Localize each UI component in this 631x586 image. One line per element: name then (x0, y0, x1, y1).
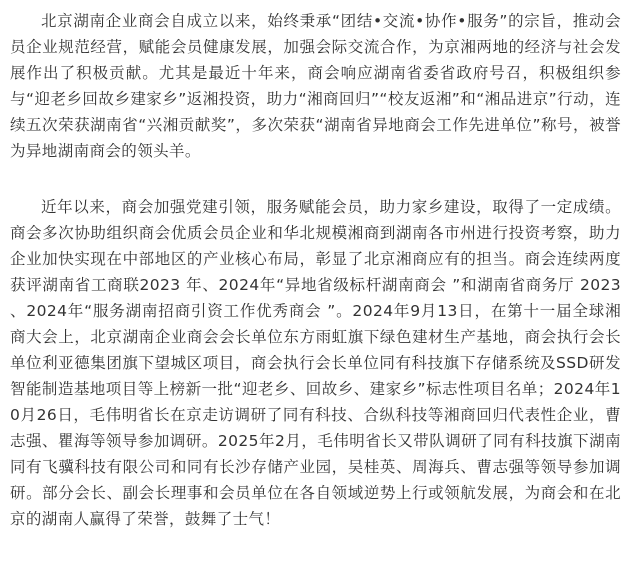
paragraph-recent-achievements: 近年以来，商会加强党建引领，服务赋能会员，助力家乡建设，取得了一定成绩。商会多次协助组织商会优质会员企业和华北规模湘商到湖南各市州进行投资考察，助力企业加快实现在中部地区的产业核心布局，彰显了北京湘商应有的担当。商会连续两度获评湖南省工商联2023 年、2024年“异地省级标杆湖南商会 ”和湖南省商务厅 2023 、2024年“服务湖南招商引资工作优秀商会 ”。2024年9月13日，在第十一届全球湘商大会上，北京湖南企业商会会长单位东方雨虹旗下绿色建材生产基地，商会执行会长单位利亚德集团旗下望城区项目，商会执行会长单位同有科技旗下存储系统及SSD研发智能制造基地项目等上榜新一批“迎老乡、回故乡、建家乡”标志性项目名单；2024年10月26日，毛伟明省长在京走访调研了同有科技、合纵科技等湘商回归代表性企业，曹志强、瞿海等领导参加调研。2025年2月，毛伟明省长又带队调研了同有科技旗下湖南同有飞骥科技有限公司和同有长沙存储产业园，吴桂英、周海兵、曹志强等领导参加调研。部分会长、副会长理事和会员单位在各自领域逆势上行或领航发展，为商会和在北京的湖南人赢得了荣誉，鼓舞了士气！ (10, 198, 621, 528)
paragraph-chamber-history: 北京湖南企业商会自成立以来，始终秉承“团结•交流•协作•服务”的宗旨，推动会员企业规范经营，赋能会员健康发展，加强会际交流合作，为京湘两地的经济与社会发展作出了积极贡献。尤其是最近十年来，商会响应湖南省委省政府号召，积极组织参与“迎老乡回故乡建家乡”返湘投资，助力“湘商回归”“校友返湘”和“湘品进京”行动，连续五次荣获湖南省“兴湘贡献奖”，多次荣获“湖南省异地商会工作先进单位”称号，被誉为异地湖南商会的领头羊。 (10, 12, 621, 160)
